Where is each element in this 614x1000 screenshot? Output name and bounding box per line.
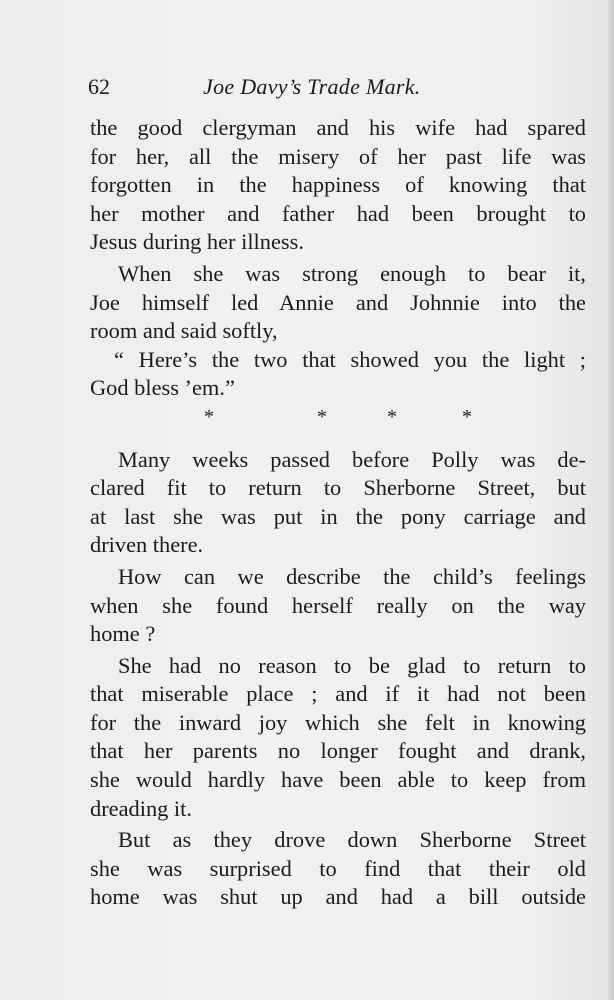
running-head — [88, 70, 588, 104]
asterisk: * — [462, 405, 472, 428]
body-text — [90, 114, 586, 912]
text-line: Joe himself led Annie and Johnnie into the — [90, 289, 586, 315]
text-line: forgotten in the happiness of knowing that — [90, 172, 586, 198]
text-line: for her, all the misery of her past life was — [90, 143, 586, 169]
text-line: When she was strong enough to bear it, — [118, 260, 586, 286]
text-line: that her parents no longer fought and drank, — [90, 738, 586, 764]
asterisk: * — [387, 405, 397, 428]
text-line: her mother and father had been brought to — [90, 200, 586, 226]
text-line: room and said softly, — [90, 318, 278, 344]
text-line: home ? — [90, 621, 156, 647]
text-line: How can we describe the child’s feelings — [118, 563, 586, 589]
asterisk: * — [317, 405, 327, 428]
text-line: Jesus during her illness. — [90, 229, 304, 255]
text-line: home was shut up and had a bill outside — [90, 884, 586, 910]
running-title: Joe Davy’s Trade Mark. — [203, 74, 421, 99]
text-line: But as they drove down Sherborne Street — [118, 827, 586, 853]
text-line: when she found herself really on the way — [90, 592, 586, 618]
page-number: 62 — [88, 74, 110, 99]
text-line: driven there. — [90, 532, 204, 558]
text-line: she was surprised to find that their old — [90, 855, 586, 881]
text-line: “ Here’s the two that showed you the light ; — [114, 346, 586, 372]
text-line: she would hardly have been able to keep from — [90, 767, 586, 793]
page-edge — [608, 0, 614, 1000]
text-line: for the inward joy which she felt in knowing — [90, 709, 586, 735]
section-separator — [90, 403, 586, 432]
asterisk: * — [204, 405, 214, 428]
text-line: clared fit to return to Sherborne Street, but — [90, 475, 586, 501]
text-line: that miserable place ; and if it had not been — [90, 681, 586, 707]
text-line: at last she was put in the pony carriage and — [90, 503, 586, 529]
text-line: dreading it. — [90, 795, 192, 821]
text-line: She had no reason to be glad to return to — [118, 652, 586, 678]
text-line: the good clergyman and his wife had spared — [90, 115, 586, 140]
text-line: God bless ’em.” — [90, 375, 235, 401]
text-line: Many weeks passed before Polly was de- — [118, 446, 586, 472]
